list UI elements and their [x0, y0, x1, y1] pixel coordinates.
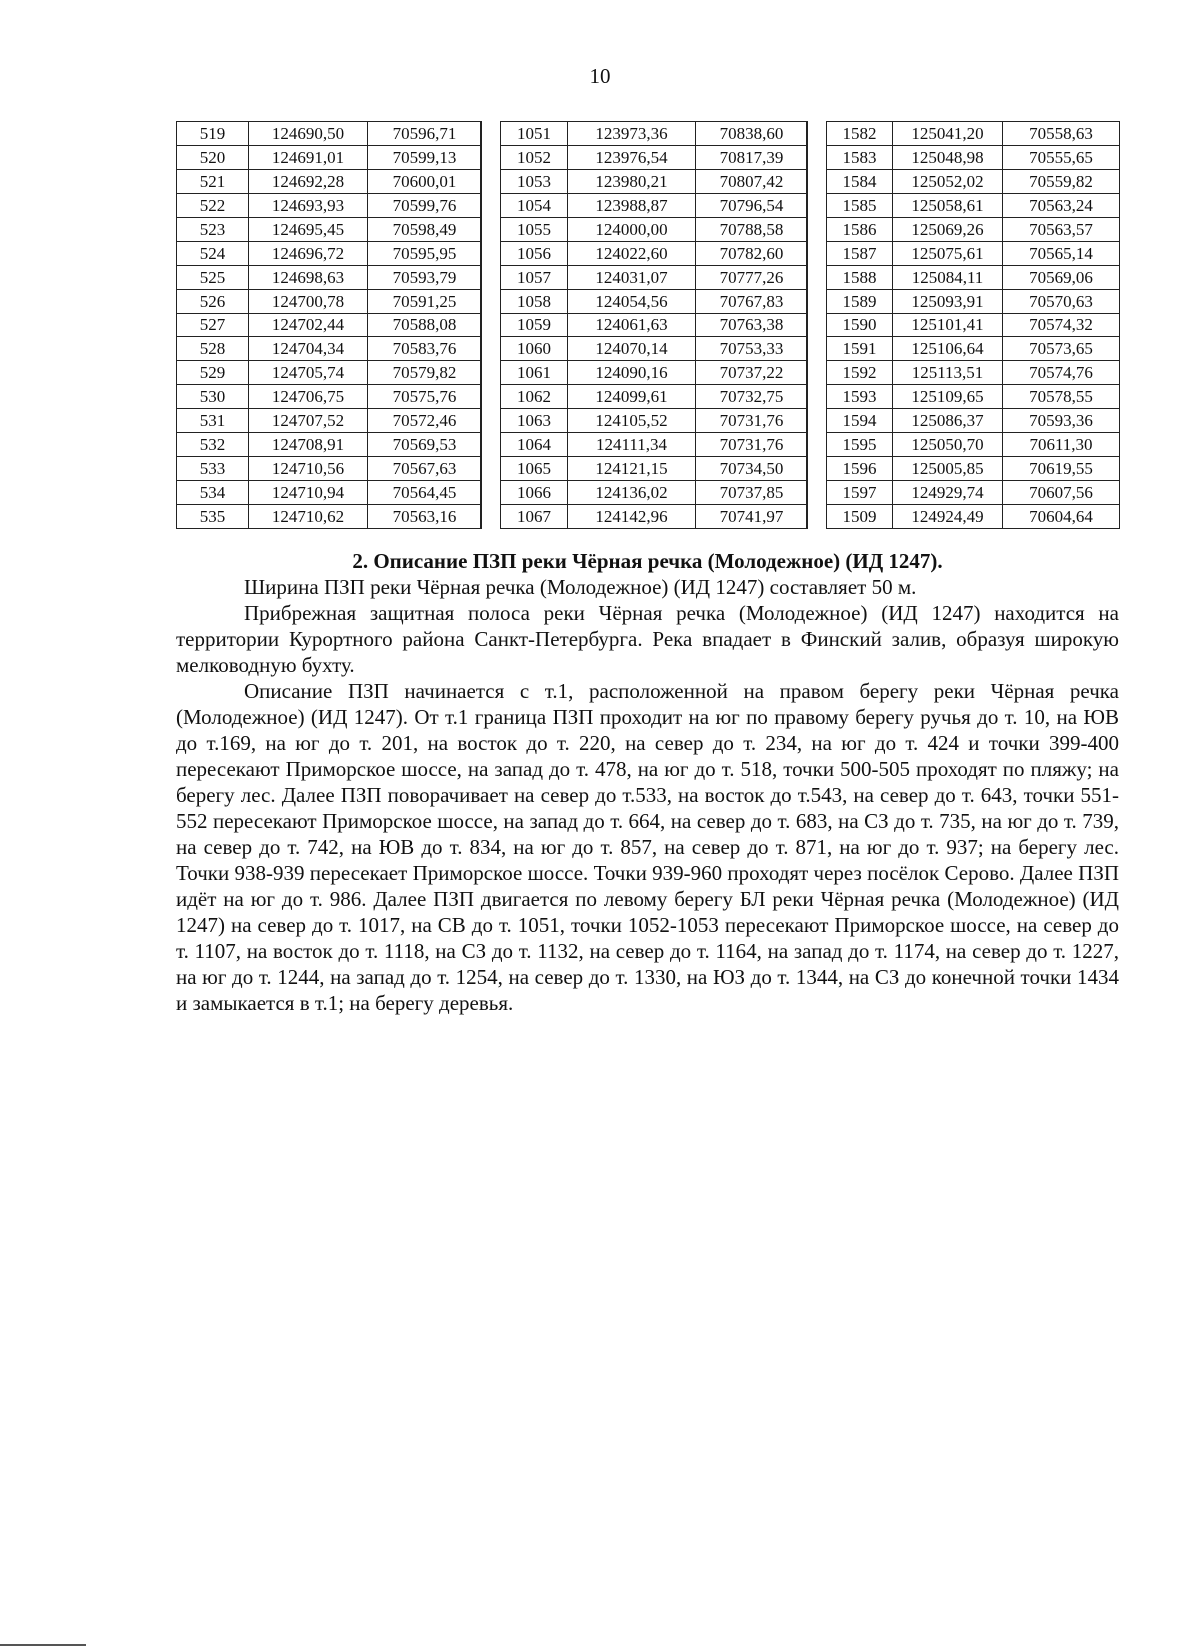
table-row	[177, 217, 482, 241]
point-number-cell: 1592	[827, 361, 893, 385]
table-row	[807, 193, 1120, 217]
x-coordinate-cell: 124704,34	[249, 337, 368, 361]
paragraph-location: Прибрежная защитная полоса реки Чёрная речка (Молодежное) (ИД 1247) находится на территории Курортного района Санкт-Петербурга. Река впадает в Финский залив, образуя широкую мелководную бухту.	[176, 601, 1119, 677]
table-row	[807, 385, 1120, 409]
point-number-cell: 531	[177, 409, 249, 433]
table-row	[481, 122, 808, 146]
y-coordinate-cell: 70796,54	[696, 193, 808, 217]
table-row	[177, 241, 482, 265]
x-coordinate-cell: 125109,65	[893, 385, 1003, 409]
table-row	[481, 313, 808, 337]
y-coordinate-cell: 70753,33	[696, 337, 808, 361]
y-coordinate-cell: 70574,32	[1003, 313, 1120, 337]
x-coordinate-cell: 125106,64	[893, 337, 1003, 361]
table-row	[177, 193, 482, 217]
x-coordinate-cell: 125084,11	[893, 265, 1003, 289]
point-number-cell: 1061	[501, 361, 568, 385]
table-row	[177, 481, 482, 505]
point-number-cell: 1054	[501, 193, 568, 217]
x-coordinate-cell: 125005,85	[893, 457, 1003, 481]
coordinates-table-3	[806, 121, 1120, 529]
y-coordinate-cell: 70558,63	[1003, 122, 1120, 146]
x-coordinate-cell: 124070,14	[568, 337, 696, 361]
point-number-cell: 1584	[827, 169, 893, 193]
y-coordinate-cell: 70777,26	[696, 265, 808, 289]
x-coordinate-cell: 124111,34	[568, 433, 696, 457]
x-coordinate-cell: 124000,00	[568, 217, 696, 241]
x-coordinate-cell: 125048,98	[893, 145, 1003, 169]
table-row	[481, 337, 808, 361]
point-number-cell: 1591	[827, 337, 893, 361]
point-number-cell: 532	[177, 433, 249, 457]
y-coordinate-cell: 70741,97	[696, 505, 808, 529]
spacer-cell	[481, 481, 501, 505]
point-number-cell: 1066	[501, 481, 568, 505]
y-coordinate-cell: 70555,65	[1003, 145, 1120, 169]
point-number-cell: 523	[177, 217, 249, 241]
y-coordinate-cell: 70578,55	[1003, 385, 1120, 409]
table-row	[481, 241, 808, 265]
x-coordinate-cell: 125075,61	[893, 241, 1003, 265]
point-number-cell: 521	[177, 169, 249, 193]
y-coordinate-cell: 70583,76	[368, 337, 482, 361]
y-coordinate-cell: 70564,45	[368, 481, 482, 505]
spacer-cell	[807, 361, 827, 385]
point-number-cell: 1053	[501, 169, 568, 193]
y-coordinate-cell: 70838,60	[696, 122, 808, 146]
y-coordinate-cell: 70591,25	[368, 289, 482, 313]
table-row	[177, 145, 482, 169]
table-row	[177, 385, 482, 409]
x-coordinate-cell: 124090,16	[568, 361, 696, 385]
point-number-cell: 519	[177, 122, 249, 146]
x-coordinate-cell: 123976,54	[568, 145, 696, 169]
spacer-cell	[807, 289, 827, 313]
y-coordinate-cell: 70731,76	[696, 433, 808, 457]
point-number-cell: 1582	[827, 122, 893, 146]
point-number-cell: 1057	[501, 265, 568, 289]
x-coordinate-cell: 124690,50	[249, 122, 368, 146]
y-coordinate-cell: 70817,39	[696, 145, 808, 169]
spacer-cell	[807, 385, 827, 409]
spacer-cell	[481, 122, 501, 146]
y-coordinate-cell: 70567,63	[368, 457, 482, 481]
table-row	[807, 409, 1120, 433]
spacer-cell	[481, 337, 501, 361]
table-row	[807, 145, 1120, 169]
point-number-cell: 1052	[501, 145, 568, 169]
x-coordinate-cell: 124142,96	[568, 505, 696, 529]
spacer-cell	[481, 193, 501, 217]
table-row	[481, 145, 808, 169]
x-coordinate-cell: 124924,49	[893, 505, 1003, 529]
table-row	[807, 481, 1120, 505]
table-row	[177, 505, 482, 529]
y-coordinate-cell: 70565,14	[1003, 241, 1120, 265]
x-coordinate-cell: 124693,93	[249, 193, 368, 217]
point-number-cell: 525	[177, 265, 249, 289]
spacer-cell	[807, 433, 827, 457]
spacer-cell	[807, 193, 827, 217]
y-coordinate-cell: 70573,65	[1003, 337, 1120, 361]
spacer-cell	[481, 457, 501, 481]
point-number-cell: 1509	[827, 505, 893, 529]
section-title: 2. Описание ПЗП реки Чёрная речка (Молодежное) (ИД 1247).	[352, 549, 943, 573]
point-number-cell: 1058	[501, 289, 568, 313]
table-row	[177, 122, 482, 146]
point-number-cell: 1589	[827, 289, 893, 313]
table-row	[481, 193, 808, 217]
spacer-cell	[807, 241, 827, 265]
table-row	[177, 289, 482, 313]
table-row	[481, 505, 808, 529]
coordinates-table-2	[480, 121, 808, 529]
point-number-cell: 1590	[827, 313, 893, 337]
x-coordinate-cell: 124710,56	[249, 457, 368, 481]
spacer-cell	[807, 217, 827, 241]
x-coordinate-cell: 124710,94	[249, 481, 368, 505]
spacer-cell	[807, 122, 827, 146]
point-number-cell: 529	[177, 361, 249, 385]
table-row	[807, 337, 1120, 361]
point-number-cell: 1051	[501, 122, 568, 146]
point-number-cell: 1063	[501, 409, 568, 433]
x-coordinate-cell: 124054,56	[568, 289, 696, 313]
spacer-cell	[481, 241, 501, 265]
y-coordinate-cell: 70763,38	[696, 313, 808, 337]
x-coordinate-cell: 125093,91	[893, 289, 1003, 313]
x-coordinate-cell: 124695,45	[249, 217, 368, 241]
x-coordinate-cell: 124702,44	[249, 313, 368, 337]
spacer-cell	[481, 361, 501, 385]
point-number-cell: 1056	[501, 241, 568, 265]
x-coordinate-cell: 124691,01	[249, 145, 368, 169]
point-number-cell: 1594	[827, 409, 893, 433]
table-row	[481, 433, 808, 457]
x-coordinate-cell: 125113,51	[893, 361, 1003, 385]
y-coordinate-cell: 70570,63	[1003, 289, 1120, 313]
point-number-cell: 1060	[501, 337, 568, 361]
point-number-cell: 1587	[827, 241, 893, 265]
table-row	[177, 313, 482, 337]
page-number: 10	[589, 64, 611, 88]
x-coordinate-cell: 125101,41	[893, 313, 1003, 337]
table-row	[481, 217, 808, 241]
point-number-cell: 1065	[501, 457, 568, 481]
table-row	[807, 169, 1120, 193]
y-coordinate-cell: 70734,50	[696, 457, 808, 481]
x-coordinate-cell: 124099,61	[568, 385, 696, 409]
table-row	[177, 361, 482, 385]
spacer-cell	[481, 289, 501, 313]
x-coordinate-cell: 124105,52	[568, 409, 696, 433]
spacer-cell	[807, 169, 827, 193]
table-row	[807, 361, 1120, 385]
point-number-cell: 1067	[501, 505, 568, 529]
point-number-cell: 1583	[827, 145, 893, 169]
spacer-cell	[481, 145, 501, 169]
x-coordinate-cell: 124022,60	[568, 241, 696, 265]
x-coordinate-cell: 124705,74	[249, 361, 368, 385]
x-coordinate-cell: 125050,70	[893, 433, 1003, 457]
x-coordinate-cell: 124708,91	[249, 433, 368, 457]
point-number-cell: 534	[177, 481, 249, 505]
y-coordinate-cell: 70807,42	[696, 169, 808, 193]
x-coordinate-cell: 124696,72	[249, 241, 368, 265]
y-coordinate-cell: 70598,49	[368, 217, 482, 241]
x-coordinate-cell: 124929,74	[893, 481, 1003, 505]
spacer-cell	[807, 409, 827, 433]
y-coordinate-cell: 70607,56	[1003, 481, 1120, 505]
table-row	[807, 289, 1120, 313]
y-coordinate-cell: 70599,76	[368, 193, 482, 217]
point-number-cell: 528	[177, 337, 249, 361]
table-row	[177, 409, 482, 433]
y-coordinate-cell: 70593,36	[1003, 409, 1120, 433]
y-coordinate-cell: 70767,83	[696, 289, 808, 313]
point-number-cell: 530	[177, 385, 249, 409]
x-coordinate-cell: 123988,87	[568, 193, 696, 217]
spacer-cell	[481, 313, 501, 337]
point-number-cell: 520	[177, 145, 249, 169]
x-coordinate-cell: 124707,52	[249, 409, 368, 433]
point-number-cell: 524	[177, 241, 249, 265]
x-coordinate-cell: 124698,63	[249, 265, 368, 289]
point-number-cell: 1059	[501, 313, 568, 337]
point-number-cell: 1064	[501, 433, 568, 457]
y-coordinate-cell: 70569,53	[368, 433, 482, 457]
point-number-cell: 526	[177, 289, 249, 313]
y-coordinate-cell: 70604,64	[1003, 505, 1120, 529]
point-number-cell: 1593	[827, 385, 893, 409]
point-number-cell: 1055	[501, 217, 568, 241]
x-coordinate-cell: 123980,21	[568, 169, 696, 193]
spacer-cell	[807, 313, 827, 337]
x-coordinate-cell: 125052,02	[893, 169, 1003, 193]
table-row	[807, 265, 1120, 289]
spacer-cell	[807, 505, 827, 529]
y-coordinate-cell: 70611,30	[1003, 433, 1120, 457]
paragraph-boundary-description: Описание ПЗП начинается с т.1, расположенной на правом берегу реки Чёрная речка (Молодежное) (ИД 1247). От т.1 граница ПЗП проходит на юг по правому берегу ручья до т. 10, на ЮВ до т.169, на юг до т. 201, на восток до т. 220, на север до т. 234, на юг до т. 424 и точки 399-400 пересекают Приморское шоссе, на запад до т. 478, на юг до т. 518, точки 500-505 проходят по пляжу; на берегу лес. Далее ПЗП поворачивает на север до т.533, на восток до т.543, на север до т. 643, точки 551-552 пересекают Приморское шоссе, на запад до т. 664, на север до т. 683, на СЗ до т. 735, на юг до т. 739, на север до т. 742, на ЮВ до т. 834, на юг до т. 857, на север до т. 871, на юг до т. 937; на берегу лес. Точки 938-939 пересекает Приморское шоссе. Точки 939-960 проходят через посёлок Серово. Далее ПЗП идёт на юг до т. 986. Далее ПЗП двигается по левому берегу БЛ реки Чёрная речка (Молодежное) (ИД 1247) на север до т. 1017, на СВ до т. 1051, точки 1052-1053 пересекают Приморское шоссе, на север до т. 1107, на восток до т. 1118, на СЗ до т. 1132, на север до т. 1164, на запад до т. 1174, на север до т. 1227, на юг до т. 1244, на запад до т. 1254, на север до т. 1330, на ЮЗ до т. 1344, на СЗ до конечной точки 1434 и замыкается в т.1; на берегу деревья.	[176, 679, 1119, 1015]
point-number-cell: 1597	[827, 481, 893, 505]
x-coordinate-cell: 125069,26	[893, 217, 1003, 241]
x-coordinate-cell: 124700,78	[249, 289, 368, 313]
y-coordinate-cell: 70563,16	[368, 505, 482, 529]
y-coordinate-cell: 70563,57	[1003, 217, 1120, 241]
coordinates-tables	[176, 121, 1119, 529]
x-coordinate-cell: 125086,37	[893, 409, 1003, 433]
paragraph-width: Ширина ПЗП реки Чёрная речка (Молодежное) (ИД 1247) составляет 50 м.	[244, 575, 917, 599]
x-coordinate-cell: 124692,28	[249, 169, 368, 193]
table-row	[807, 457, 1120, 481]
x-coordinate-cell: 125058,61	[893, 193, 1003, 217]
table-row	[177, 337, 482, 361]
y-coordinate-cell: 70593,79	[368, 265, 482, 289]
point-number-cell: 522	[177, 193, 249, 217]
spacer-cell	[807, 457, 827, 481]
spacer-cell	[481, 265, 501, 289]
y-coordinate-cell: 70569,06	[1003, 265, 1120, 289]
y-coordinate-cell: 70596,71	[368, 122, 482, 146]
y-coordinate-cell: 70579,82	[368, 361, 482, 385]
table-row	[481, 409, 808, 433]
y-coordinate-cell: 70732,75	[696, 385, 808, 409]
x-coordinate-cell: 123973,36	[568, 122, 696, 146]
y-coordinate-cell: 70575,76	[368, 385, 482, 409]
y-coordinate-cell: 70574,76	[1003, 361, 1120, 385]
point-number-cell: 1588	[827, 265, 893, 289]
table-row	[177, 457, 482, 481]
point-number-cell: 535	[177, 505, 249, 529]
y-coordinate-cell: 70737,22	[696, 361, 808, 385]
spacer-cell	[481, 217, 501, 241]
y-coordinate-cell: 70572,46	[368, 409, 482, 433]
y-coordinate-cell: 70788,58	[696, 217, 808, 241]
table-row	[807, 217, 1120, 241]
table-row	[807, 313, 1120, 337]
spacer-cell	[481, 505, 501, 529]
point-number-cell: 527	[177, 313, 249, 337]
table-row	[177, 433, 482, 457]
table-row	[177, 265, 482, 289]
point-number-cell: 1585	[827, 193, 893, 217]
x-coordinate-cell: 125041,20	[893, 122, 1003, 146]
table-row	[481, 289, 808, 313]
x-coordinate-cell: 124061,63	[568, 313, 696, 337]
scan-edge-mark	[0, 1644, 86, 1646]
table-row	[481, 361, 808, 385]
y-coordinate-cell: 70559,82	[1003, 169, 1120, 193]
spacer-cell	[481, 433, 501, 457]
point-number-cell: 1595	[827, 433, 893, 457]
table-row	[807, 505, 1120, 529]
spacer-cell	[807, 145, 827, 169]
table-row	[807, 433, 1120, 457]
table-row	[481, 457, 808, 481]
x-coordinate-cell: 124121,15	[568, 457, 696, 481]
x-coordinate-cell: 124706,75	[249, 385, 368, 409]
y-coordinate-cell: 70563,24	[1003, 193, 1120, 217]
table-row	[807, 241, 1120, 265]
y-coordinate-cell: 70737,85	[696, 481, 808, 505]
table-row	[807, 122, 1120, 146]
point-number-cell: 533	[177, 457, 249, 481]
spacer-cell	[807, 265, 827, 289]
x-coordinate-cell: 124031,07	[568, 265, 696, 289]
y-coordinate-cell: 70619,55	[1003, 457, 1120, 481]
table-row	[481, 385, 808, 409]
spacer-cell	[807, 481, 827, 505]
table-row	[481, 169, 808, 193]
section-text	[176, 548, 1119, 1016]
y-coordinate-cell: 70595,95	[368, 241, 482, 265]
spacer-cell	[481, 169, 501, 193]
y-coordinate-cell: 70599,13	[368, 145, 482, 169]
spacer-cell	[807, 337, 827, 361]
y-coordinate-cell: 70600,01	[368, 169, 482, 193]
table-row	[481, 265, 808, 289]
table-row	[177, 169, 482, 193]
point-number-cell: 1062	[501, 385, 568, 409]
y-coordinate-cell: 70588,08	[368, 313, 482, 337]
point-number-cell: 1596	[827, 457, 893, 481]
y-coordinate-cell: 70731,76	[696, 409, 808, 433]
x-coordinate-cell: 124710,62	[249, 505, 368, 529]
spacer-cell	[481, 409, 501, 433]
table-row	[481, 481, 808, 505]
coordinates-table-1	[176, 121, 482, 529]
y-coordinate-cell: 70782,60	[696, 241, 808, 265]
spacer-cell	[481, 385, 501, 409]
x-coordinate-cell: 124136,02	[568, 481, 696, 505]
point-number-cell: 1586	[827, 217, 893, 241]
